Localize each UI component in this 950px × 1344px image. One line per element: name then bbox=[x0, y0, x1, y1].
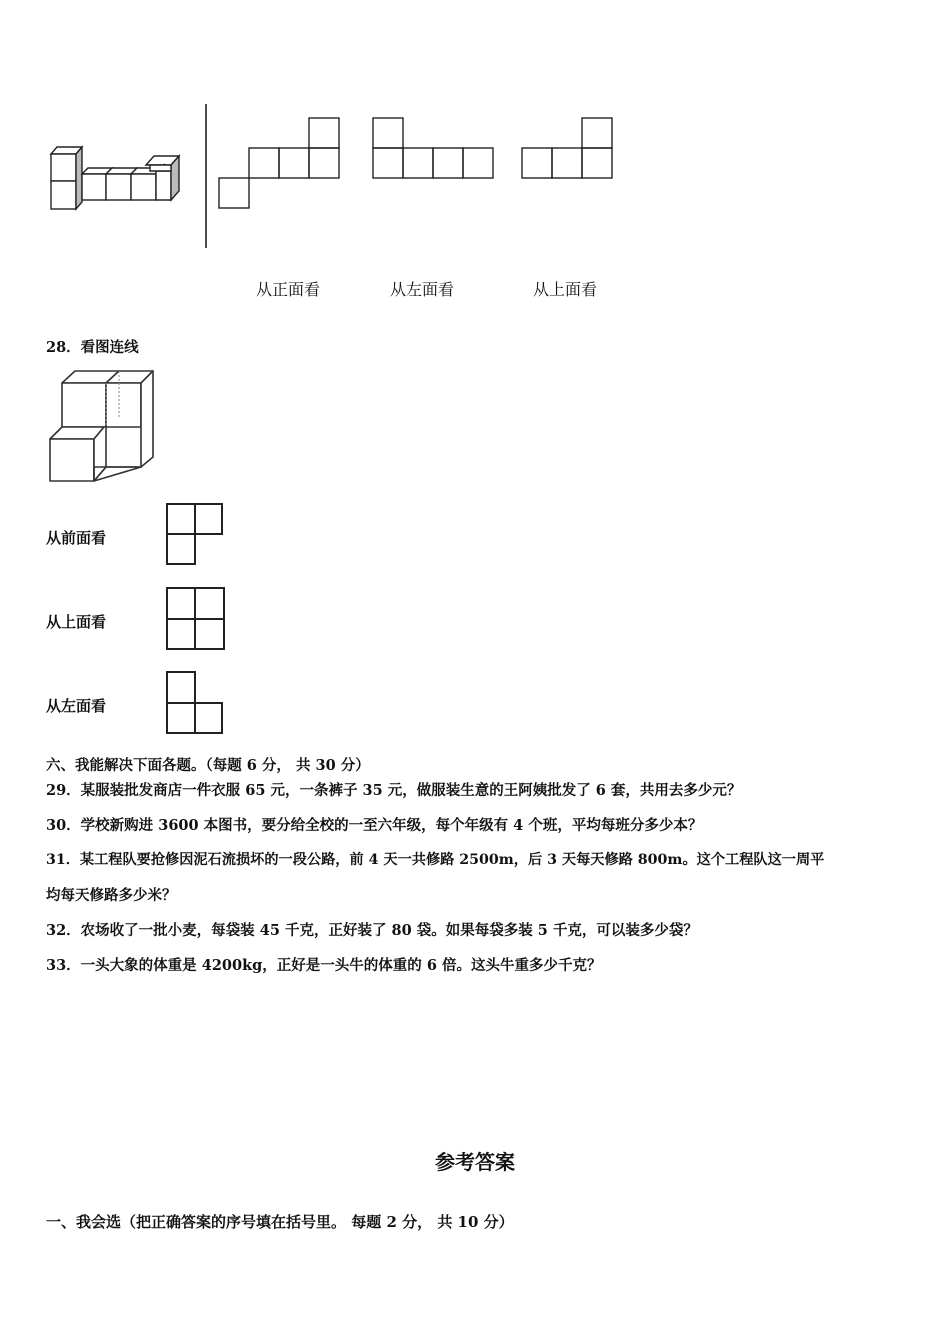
cube-stack-figure bbox=[46, 145, 186, 215]
option-grid-1 bbox=[165, 502, 225, 566]
option-grid-3 bbox=[165, 670, 225, 736]
section-6-heading: 六、我能解决下面各题。（每题 6 分， 共 30 分） bbox=[46, 757, 370, 774]
question-31: 31．某工程队要抢修因泥石流损坏的一段公路，前 4 天一共修路 2500m，后 3 天每天修路 800m。这个工程队这一周平 bbox=[46, 852, 825, 868]
view-label-top: 从上面看 bbox=[533, 280, 598, 299]
option-label-left: 从左面看 bbox=[46, 697, 107, 715]
view-grid-front bbox=[218, 117, 342, 211]
view-grid-left bbox=[372, 117, 498, 181]
divider-line bbox=[204, 104, 208, 248]
question-29: 29．某服装批发商店一件衣服 65 元，一条裤子 35 元，做服装生意的王阿姨批发了 6 套，共用去多少元？ bbox=[46, 782, 742, 799]
question-30: 30．学校新购进 3600 本图书，要分给全校的一至六年级，每个年级有 4 个班，平均每班分多少本？ bbox=[46, 817, 703, 834]
view-label-left: 从左面看 bbox=[390, 280, 455, 299]
question-28-title: 28．看图连线 bbox=[46, 339, 139, 356]
question-32: 32．农场收了一批小麦，每袋装 45 千克，正好装了 80 袋。如果每袋多装 5 千克，可以装多少袋？ bbox=[46, 922, 698, 939]
option-label-top: 从上面看 bbox=[46, 613, 107, 631]
view-label-front: 从正面看 bbox=[256, 280, 321, 299]
answers-title: 参考答案 bbox=[435, 1150, 515, 1174]
answers-section-1-heading: 一、我会选（把正确答案的序号填在括号里。 每题 2 分， 共 10 分） bbox=[46, 1213, 514, 1231]
option-grid-2 bbox=[165, 586, 227, 652]
cube-solid-figure bbox=[46, 369, 156, 485]
option-label-front: 从前面看 bbox=[46, 529, 107, 547]
question-31-continued: 均每天修路多少米？ bbox=[46, 887, 177, 904]
question-33: 33．一头大象的体重是 4200kg，正好是一头牛的体重的 6 倍。这头牛重多少千克？ bbox=[46, 957, 602, 974]
view-grid-top bbox=[521, 117, 617, 181]
